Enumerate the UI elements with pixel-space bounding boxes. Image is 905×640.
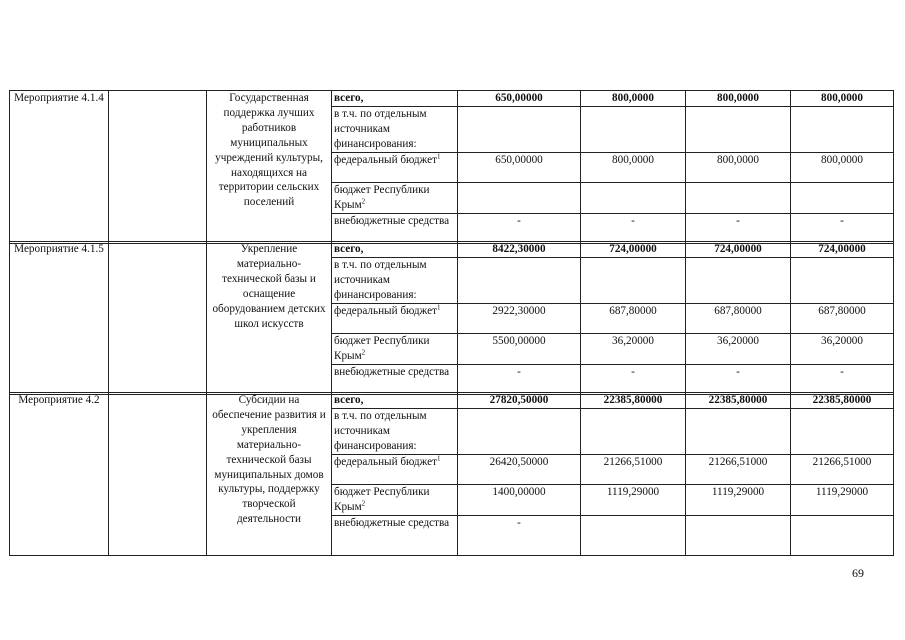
value-cell: 1119,29000 — [581, 484, 686, 515]
value-cell: 2922,30000 — [458, 303, 581, 333]
value-cell — [581, 515, 686, 555]
source-cell: внебюджетные средства — [332, 213, 458, 243]
event-cell: Мероприятие 4.1.4 — [10, 91, 109, 244]
value-cell: 800,0000 — [686, 91, 791, 107]
value-cell: - — [458, 213, 581, 243]
value-cell: 724,00000 — [581, 242, 686, 258]
source-cell: федеральный бюджет$^1$ — [332, 454, 458, 484]
value-cell: - — [581, 364, 686, 394]
source-cell: всего, — [332, 242, 458, 258]
empty-column-cell — [109, 242, 207, 395]
value-cell: 1119,29000 — [791, 484, 894, 515]
value-cell — [458, 107, 581, 153]
budget-table-block-3 — [9, 392, 894, 556]
value-cell: 22385,80000 — [686, 393, 791, 409]
value-cell — [458, 409, 581, 455]
event-cell: Мероприятие 4.2 — [10, 393, 109, 556]
event-name-cell: Субсидии на обеспечение развития и укрепления материально-технической базы муниципальных домов культуры, поддержку творческой деятельности — [207, 393, 332, 556]
value-cell: 26420,50000 — [458, 454, 581, 484]
value-cell — [791, 182, 894, 213]
value-cell: 724,00000 — [791, 242, 894, 258]
value-cell: 800,0000 — [791, 91, 894, 107]
value-cell: 21266,51000 — [791, 454, 894, 484]
value-cell — [686, 515, 791, 555]
value-cell: 22385,80000 — [581, 393, 686, 409]
value-cell — [458, 182, 581, 213]
source-cell: бюджет Республики Крым$^2$ — [332, 333, 458, 364]
event-cell: Мероприятие 4.1.5 — [10, 242, 109, 395]
value-cell: 687,80000 — [791, 303, 894, 333]
page-number: 69 — [852, 566, 864, 580]
value-cell — [458, 258, 581, 304]
value-cell — [791, 258, 894, 304]
value-cell: 5500,00000 — [458, 333, 581, 364]
value-cell — [581, 409, 686, 455]
value-cell — [791, 515, 894, 555]
value-cell: 27820,50000 — [458, 393, 581, 409]
value-cell: - — [458, 515, 581, 555]
value-cell — [581, 107, 686, 153]
source-cell: федеральный бюджет$^1$ — [332, 303, 458, 333]
value-cell: 687,80000 — [581, 303, 686, 333]
value-cell — [686, 409, 791, 455]
value-cell: 8422,30000 — [458, 242, 581, 258]
value-cell: 650,00000 — [458, 91, 581, 107]
value-cell — [791, 409, 894, 455]
empty-column-cell — [109, 91, 207, 244]
value-cell: 22385,80000 — [791, 393, 894, 409]
value-cell: 36,20000 — [686, 333, 791, 364]
source-cell: в т.ч. по отдельным источникам финансирования: — [332, 409, 458, 455]
table-row — [10, 242, 894, 258]
value-cell: 1400,00000 — [458, 484, 581, 515]
value-cell: - — [458, 364, 581, 394]
table-row — [10, 91, 894, 107]
source-cell: бюджет Республики Крым$^2$ — [332, 484, 458, 515]
table-row — [10, 393, 894, 409]
value-cell: 687,80000 — [686, 303, 791, 333]
budget-table-block-2 — [9, 241, 894, 395]
event-name-cell: Государственная поддержка лучших работников муниципальных учреждений культуры, находящихся на территории сельских поселений — [207, 91, 332, 244]
value-cell — [686, 182, 791, 213]
value-cell: - — [686, 213, 791, 243]
value-cell: 21266,51000 — [581, 454, 686, 484]
value-cell: 36,20000 — [581, 333, 686, 364]
value-cell: 21266,51000 — [686, 454, 791, 484]
source-cell: в т.ч. по отдельным источникам финансирования: — [332, 107, 458, 153]
value-cell — [791, 107, 894, 153]
empty-column-cell — [109, 393, 207, 556]
value-cell: 800,0000 — [581, 91, 686, 107]
value-cell — [686, 258, 791, 304]
source-cell: всего, — [332, 393, 458, 409]
source-cell: внебюджетные средства — [332, 364, 458, 394]
value-cell: - — [791, 364, 894, 394]
value-cell: 800,0000 — [581, 152, 686, 182]
value-cell: - — [581, 213, 686, 243]
value-cell: 1119,29000 — [686, 484, 791, 515]
value-cell — [686, 107, 791, 153]
value-cell: 800,0000 — [791, 152, 894, 182]
event-name-cell: Укрепление материально-технической базы и оснащение оборудованием детских школ искусств — [207, 242, 332, 395]
value-cell: - — [686, 364, 791, 394]
source-cell: всего, — [332, 91, 458, 107]
value-cell: 724,00000 — [686, 242, 791, 258]
source-cell: в т.ч. по отдельным источникам финансирования: — [332, 258, 458, 304]
source-cell: федеральный бюджет$^1$ — [332, 152, 458, 182]
source-cell: бюджет Республики Крым$^2$ — [332, 182, 458, 213]
value-cell — [581, 258, 686, 304]
value-cell: - — [791, 213, 894, 243]
value-cell: 650,00000 — [458, 152, 581, 182]
value-cell: 36,20000 — [791, 333, 894, 364]
value-cell: 800,0000 — [686, 152, 791, 182]
source-cell: внебюджетные средства — [332, 515, 458, 555]
value-cell — [581, 182, 686, 213]
budget-table — [9, 90, 894, 244]
